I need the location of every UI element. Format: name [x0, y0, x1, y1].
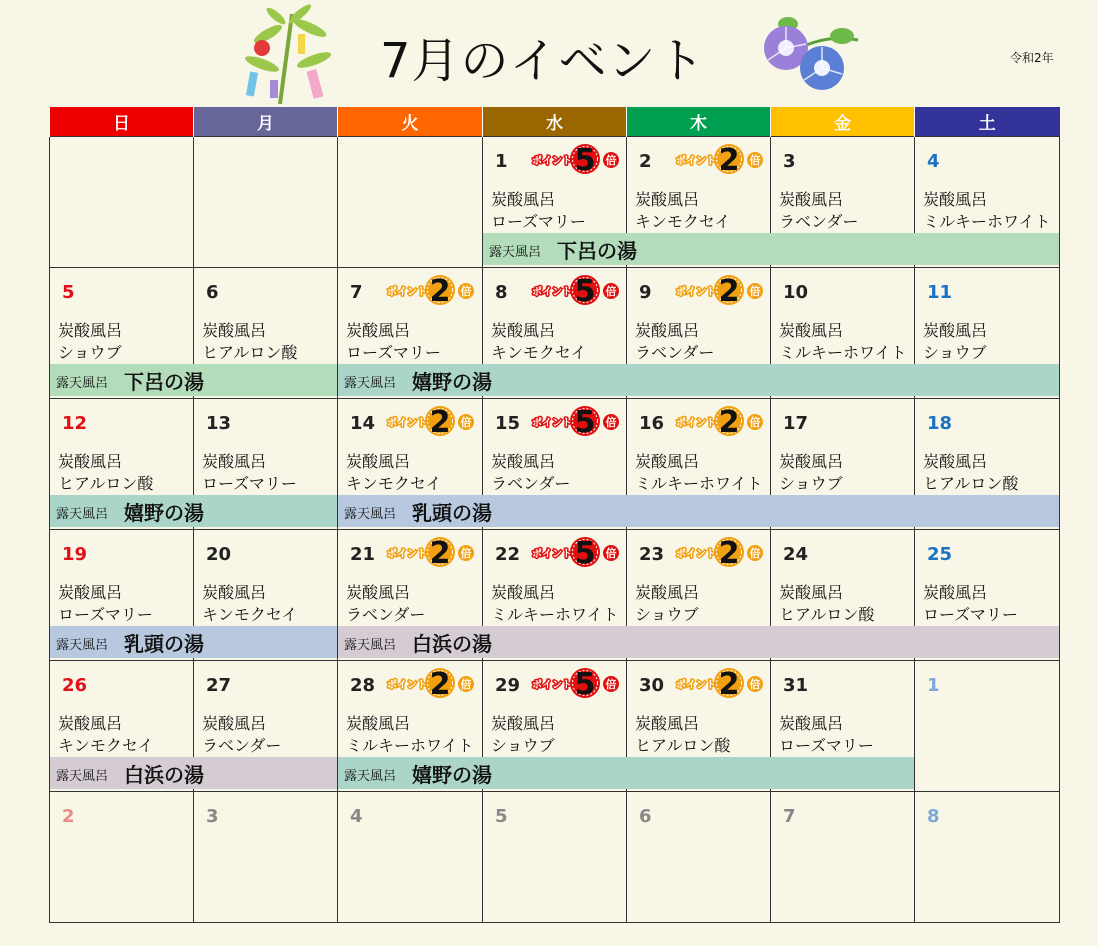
page-title: 7月のイベント	[380, 33, 706, 89]
day-cell[interactable]	[771, 137, 915, 268]
badge-suffix: 倍	[605, 547, 617, 560]
day-number: 1	[927, 675, 940, 696]
badge-multiplier: 5	[574, 536, 596, 570]
bath-scent: ショウブ	[491, 736, 555, 755]
day-number: 6	[206, 282, 219, 303]
badge-word: ポイント	[676, 418, 716, 429]
band-bath-name: 乳頭の湯	[412, 501, 492, 525]
day-number: 31	[783, 675, 809, 696]
day-number: 3	[783, 151, 796, 172]
day-cell[interactable]	[338, 268, 492, 399]
bath-label: 炭酸風呂	[58, 452, 123, 471]
badge-word: ポイント	[676, 549, 716, 560]
day-cell[interactable]	[50, 399, 204, 530]
bath-label: 炭酸風呂	[923, 452, 988, 471]
day-number: 5	[495, 806, 508, 827]
bath-label: 炭酸風呂	[491, 714, 556, 733]
day-cell[interactable]	[483, 399, 627, 530]
morning-glory-icon	[758, 14, 862, 92]
band-bath-name: 嬉野の湯	[412, 370, 492, 394]
badge-word: ポイント	[532, 156, 572, 167]
day-cell[interactable]	[771, 399, 915, 530]
day-cell[interactable]	[338, 530, 492, 661]
week-row	[50, 268, 1060, 399]
bath-scent: キンモクセイ	[346, 474, 442, 493]
point-badge-icon	[382, 665, 478, 701]
day-cell[interactable]	[50, 530, 204, 661]
badge-suffix: 倍	[749, 678, 761, 691]
badge-multiplier: 2	[429, 405, 451, 439]
week-row	[50, 137, 1060, 268]
bath-label: 炭酸風呂	[779, 321, 844, 340]
day-number: 25	[927, 544, 953, 565]
band-label: 露天風呂	[56, 507, 109, 522]
day-cell[interactable]	[194, 661, 338, 792]
badge-multiplier: 5	[574, 143, 596, 177]
badge-word: ポイント	[387, 680, 427, 691]
bath-scent: ヒアルロン酸	[923, 474, 1019, 493]
band-label: 露天風呂	[344, 507, 397, 522]
bath-scent: ラベンダー	[346, 605, 426, 624]
badge-multiplier: 2	[718, 274, 740, 308]
day-number: 23	[639, 544, 665, 565]
badge-suffix: 倍	[460, 547, 472, 560]
day-cell[interactable]	[771, 661, 915, 792]
bath-scent: ショウブ	[635, 605, 699, 624]
bath-label: 炭酸風呂	[346, 452, 411, 471]
point-badge-icon	[671, 141, 767, 177]
day-number: 26	[62, 675, 88, 696]
bath-scent: ローズマリー	[779, 736, 874, 755]
bath-label: 炭酸風呂	[635, 190, 700, 209]
day-cell[interactable]	[627, 268, 771, 399]
bath-label: 炭酸風呂	[779, 452, 844, 471]
badge-word: ポイント	[387, 287, 427, 298]
badge-word: ポイント	[676, 156, 716, 167]
band-bath-name: 白浜の湯	[124, 763, 204, 787]
day-cell[interactable]	[194, 268, 338, 399]
badge-word: ポイント	[532, 287, 572, 298]
badge-suffix: 倍	[460, 285, 472, 298]
band-bath-name: 下呂の湯	[557, 239, 637, 263]
bath-label: 炭酸風呂	[202, 714, 267, 733]
weekday-4: 木	[627, 107, 771, 137]
bath-scent: ラベンダー	[779, 212, 859, 231]
bath-label: 炭酸風呂	[779, 190, 844, 209]
bath-scent: ミルキーホワイト	[923, 212, 1051, 231]
bath-label: 炭酸風呂	[635, 321, 700, 340]
badge-multiplier: 2	[718, 536, 740, 570]
day-number: 29	[495, 675, 521, 696]
point-badge-icon	[527, 141, 623, 177]
day-cell[interactable]	[915, 661, 1060, 792]
day-number: 6	[639, 806, 652, 827]
band-label: 露天風呂	[344, 376, 397, 391]
badge-word: ポイント	[676, 680, 716, 691]
day-number: 10	[783, 282, 809, 303]
bath-label: 炭酸風呂	[635, 583, 700, 602]
bath-scent: キンモクセイ	[635, 212, 731, 231]
day-cell[interactable]	[50, 792, 194, 923]
badge-word: ポイント	[532, 418, 572, 429]
bath-label: 炭酸風呂	[779, 714, 844, 733]
day-number: 28	[350, 675, 376, 696]
week-row	[50, 661, 1060, 792]
day-number: 5	[62, 282, 75, 303]
badge-suffix: 倍	[749, 416, 761, 429]
day-cell[interactable]	[50, 137, 194, 268]
bath-scent: ショウブ	[923, 343, 987, 362]
point-badge-icon	[382, 403, 478, 439]
bath-label: 炭酸風呂	[923, 190, 988, 209]
era-year: 令和2年	[1010, 51, 1054, 65]
day-cell[interactable]	[771, 530, 915, 661]
point-badge-icon	[671, 403, 767, 439]
day-cell[interactable]	[915, 137, 1060, 268]
badge-word: ポイント	[532, 549, 572, 560]
week-row	[50, 530, 1060, 661]
badge-multiplier: 5	[574, 405, 596, 439]
bath-scent: ミルキーホワイト	[635, 474, 763, 493]
day-cell[interactable]	[338, 792, 483, 923]
band-label: 露天風呂	[344, 638, 397, 653]
bath-label: 炭酸風呂	[202, 583, 267, 602]
day-number: 14	[350, 413, 376, 434]
day-number: 13	[206, 413, 232, 434]
day-number: 27	[206, 675, 232, 696]
day-number: 2	[639, 151, 652, 172]
tanabata-bamboo-icon	[240, 4, 340, 106]
bath-label: 炭酸風呂	[491, 190, 556, 209]
bath-scent: ヒアルロン酸	[779, 605, 875, 624]
day-number: 9	[639, 282, 652, 303]
band-label: 露天風呂	[56, 376, 109, 391]
day-number: 21	[350, 544, 376, 565]
day-cell[interactable]	[194, 399, 338, 530]
bath-label: 炭酸風呂	[58, 714, 123, 733]
day-cell[interactable]	[627, 661, 771, 792]
band-label: 露天風呂	[489, 245, 542, 260]
badge-suffix: 倍	[749, 154, 761, 167]
day-number: 18	[927, 413, 953, 434]
bath-scent: ヒアルロン酸	[635, 736, 731, 755]
point-badge-icon	[671, 665, 767, 701]
day-number: 4	[350, 806, 363, 827]
day-cell[interactable]	[915, 792, 1060, 923]
badge-suffix: 倍	[605, 285, 617, 298]
badge-multiplier: 2	[718, 405, 740, 439]
point-badge-icon	[527, 403, 623, 439]
point-badge-icon	[382, 272, 478, 308]
day-cell[interactable]	[483, 268, 627, 399]
day-number: 2	[62, 806, 75, 827]
bath-label: 炭酸風呂	[923, 321, 988, 340]
bath-label: 炭酸風呂	[58, 583, 123, 602]
day-number: 20	[206, 544, 232, 565]
day-number: 1	[495, 151, 508, 172]
day-cell[interactable]	[194, 137, 338, 268]
bath-scent: ラベンダー	[202, 736, 282, 755]
badge-word: ポイント	[676, 287, 716, 298]
point-badge-icon	[671, 272, 767, 308]
day-number: 30	[639, 675, 665, 696]
day-cell[interactable]	[483, 792, 627, 923]
day-number: 12	[62, 413, 88, 434]
bath-label: 炭酸風呂	[346, 583, 411, 602]
day-number: 8	[927, 806, 940, 827]
bath-label: 炭酸風呂	[491, 452, 556, 471]
band-bath-name: 乳頭の湯	[124, 632, 204, 656]
weekday-3: 水	[483, 107, 627, 137]
badge-suffix: 倍	[749, 547, 761, 560]
badge-suffix: 倍	[605, 678, 617, 691]
bath-label: 炭酸風呂	[346, 714, 411, 733]
band-bath-name: 下呂の湯	[124, 370, 204, 394]
band-bath-name: 白浜の湯	[412, 632, 492, 656]
day-cell[interactable]	[771, 792, 915, 923]
band-label: 露天風呂	[56, 638, 109, 653]
day-cell[interactable]	[483, 661, 627, 792]
day-cell[interactable]	[483, 137, 637, 268]
bath-scent: ラベンダー	[635, 343, 715, 362]
day-number: 8	[495, 282, 508, 303]
point-badge-icon	[527, 534, 623, 570]
bath-scent: ミルキーホワイト	[491, 605, 619, 624]
day-cell[interactable]	[627, 792, 771, 923]
day-cell[interactable]	[338, 399, 492, 530]
day-number: 15	[495, 413, 521, 434]
bath-label: 炭酸風呂	[923, 583, 988, 602]
band-bath-name: 嬉野の湯	[124, 501, 204, 525]
badge-word: ポイント	[387, 549, 427, 560]
bath-scent: ローズマリー	[491, 212, 586, 231]
day-number: 11	[927, 282, 953, 303]
weekday-2: 火	[338, 107, 483, 137]
day-number: 22	[495, 544, 521, 565]
bath-scent: ヒアルロン酸	[202, 343, 298, 362]
day-number: 4	[927, 151, 940, 172]
day-cell[interactable]	[338, 137, 483, 268]
day-number: 3	[206, 806, 219, 827]
bath-scent: ミルキーホワイト	[779, 343, 907, 362]
day-number: 24	[783, 544, 809, 565]
badge-multiplier: 2	[429, 667, 451, 701]
badge-multiplier: 2	[429, 274, 451, 308]
bath-label: 炭酸風呂	[58, 321, 123, 340]
day-number: 16	[639, 413, 665, 434]
calendar-grid	[49, 107, 1060, 923]
point-badge-icon	[527, 665, 623, 701]
day-cell[interactable]	[915, 399, 1060, 530]
badge-multiplier: 2	[429, 536, 451, 570]
bath-scent: ミルキーホワイト	[346, 736, 474, 755]
bath-label: 炭酸風呂	[491, 583, 556, 602]
badge-suffix: 倍	[460, 678, 472, 691]
bath-scent: ローズマリー	[346, 343, 441, 362]
day-cell[interactable]	[194, 530, 338, 661]
day-number: 7	[350, 282, 363, 303]
badge-suffix: 倍	[605, 416, 617, 429]
day-cell[interactable]	[771, 268, 915, 399]
bath-label: 炭酸風呂	[779, 583, 844, 602]
day-cell[interactable]	[915, 268, 1060, 399]
bath-label: 炭酸風呂	[346, 321, 411, 340]
day-cell[interactable]	[915, 530, 1060, 661]
bath-scent: ローズマリー	[202, 474, 297, 493]
point-badge-icon	[382, 534, 478, 570]
day-cell[interactable]	[627, 399, 771, 530]
bath-scent: キンモクセイ	[491, 343, 587, 362]
band-bath-name: 嬉野の湯	[412, 763, 492, 787]
badge-word: ポイント	[387, 418, 427, 429]
bath-scent: キンモクセイ	[58, 736, 154, 755]
day-number: 7	[783, 806, 796, 827]
bath-label: 炭酸風呂	[491, 321, 556, 340]
band-label: 露天風呂	[56, 769, 109, 784]
badge-word: ポイント	[532, 680, 572, 691]
day-cell[interactable]	[338, 661, 492, 792]
badge-suffix: 倍	[605, 154, 617, 167]
bath-scent: ショウブ	[58, 343, 122, 362]
bath-label: 炭酸風呂	[202, 321, 267, 340]
bath-scent: ヒアルロン酸	[58, 474, 154, 493]
weekday-1: 月	[194, 107, 338, 137]
day-cell[interactable]	[627, 530, 771, 661]
badge-suffix: 倍	[749, 285, 761, 298]
bath-scent: ローズマリー	[923, 605, 1018, 624]
bath-scent: ローズマリー	[58, 605, 153, 624]
bath-scent: キンモクセイ	[202, 605, 298, 624]
badge-multiplier: 2	[718, 143, 740, 177]
weekday-header	[50, 107, 1060, 137]
bath-label: 炭酸風呂	[635, 714, 700, 733]
weekday-5: 金	[771, 107, 915, 137]
day-number: 17	[783, 413, 809, 434]
day-cell[interactable]	[627, 137, 771, 268]
badge-suffix: 倍	[460, 416, 472, 429]
band-label: 露天風呂	[344, 769, 397, 784]
weekday-0: 日	[50, 107, 194, 137]
week-row	[50, 399, 1060, 530]
weekday-6: 土	[915, 107, 1060, 137]
bath-scent: ショウブ	[779, 474, 843, 493]
point-badge-icon	[527, 272, 623, 308]
badge-multiplier: 2	[718, 667, 740, 701]
day-cell[interactable]	[483, 530, 627, 661]
bath-scent: ラベンダー	[491, 474, 571, 493]
bath-label: 炭酸風呂	[635, 452, 700, 471]
day-cell[interactable]	[194, 792, 338, 923]
day-number: 19	[62, 544, 88, 565]
badge-multiplier: 5	[574, 274, 596, 308]
day-cell[interactable]	[50, 661, 204, 792]
bath-label: 炭酸風呂	[202, 452, 267, 471]
point-badge-icon	[671, 534, 767, 570]
week-row	[50, 792, 1060, 923]
badge-multiplier: 5	[574, 667, 596, 701]
day-cell[interactable]	[50, 268, 204, 399]
